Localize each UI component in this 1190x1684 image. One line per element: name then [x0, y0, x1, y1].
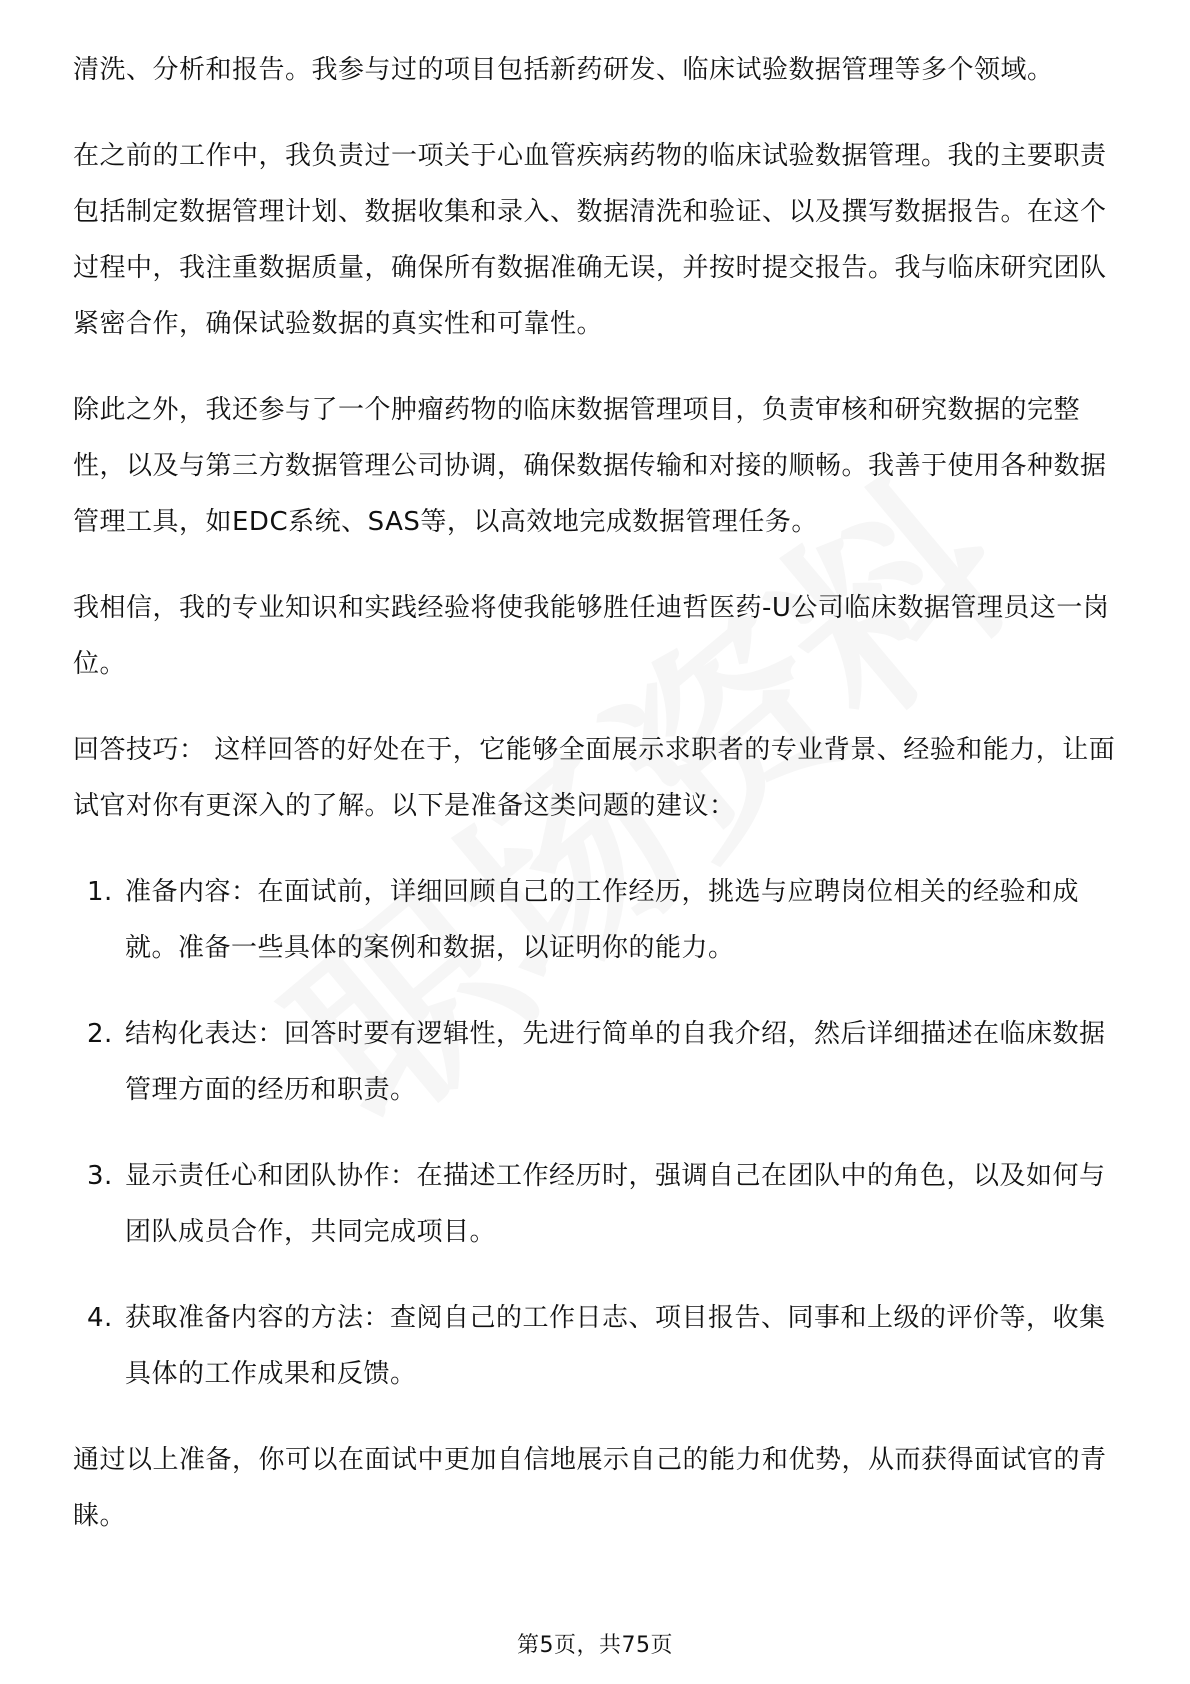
- list-number: 4.: [87, 1303, 113, 1333]
- list-item: [73, 1006, 1118, 1118]
- paragraph-closing: 通过以上准备，你可以在面试中更加自信地展示自己的能力和优势，从而获得面试官的青睐。: [73, 1445, 1107, 1531]
- list-number: 2.: [87, 1019, 113, 1049]
- paragraph-answer-tips: 回答技巧： 这样回答的好处在于，它能够全面展示求职者的专业背景、经验和能力，让面试官对你有更深入的了解。以下是准备这类问题的建议：: [73, 735, 1116, 821]
- paragraph-intro-continued: 清洗、分析和报告。我参与过的项目包括新药研发、临床试验数据管理等多个领域。: [73, 55, 1054, 85]
- list-item: [73, 864, 1118, 976]
- list-item: [73, 1290, 1118, 1402]
- list-text: 显示责任心和团队协作：在描述工作经历时，强调自己在团队中的角色，以及如何与团队成员合作，共同完成项目。: [125, 1161, 1106, 1247]
- list-text: 获取准备内容的方法：查阅自己的工作日志、项目报告、同事和上级的评价等，收集具体的工作成果和反馈。: [125, 1303, 1106, 1389]
- list-item: [73, 1148, 1118, 1260]
- paragraph-cardiovascular-project: 在之前的工作中，我负责过一项关于心血管疾病药物的临床试验数据管理。我的主要职责包括制定数据管理计划、数据收集和录入、数据清洗和验证、以及撰写数据报告。在这个过程中，我注重数据质量，确保所有数据准确无误，并按时提交报告。我与临床研究团队紧密合作，确保试验数据的真实性和可靠性。: [73, 141, 1107, 339]
- list-text: 准备内容：在面试前，详细回顾自己的工作经历，挑选与应聘岗位相关的经验和成就。准备一些具体的案例和数据，以证明你的能力。: [125, 877, 1080, 963]
- list-number: 1.: [87, 877, 113, 907]
- list-text: 结构化表达：回答时要有逻辑性，先进行简单的自我介绍，然后详细描述在临床数据管理方面的经历和职责。: [125, 1019, 1106, 1105]
- paragraph-oncology-project: 除此之外，我还参与了一个肿瘤药物的临床数据管理项目，负责审核和研究数据的完整性，以及与第三方数据管理公司协调，确保数据传输和对接的顺畅。我善于使用各种数据管理工具，如EDC系统、SAS等，以高效地完成数据管理任务。: [73, 395, 1107, 537]
- tips-list: [73, 864, 1118, 1402]
- paragraph-conclusion: 我相信，我的专业知识和实践经验将使我能够胜任迪哲医药-U公司临床数据管理员这一岗位。: [73, 593, 1110, 679]
- page-content: [73, 42, 1118, 1574]
- list-number: 3.: [87, 1161, 113, 1191]
- page-number-footer: 第5页，共75页: [517, 1633, 673, 1658]
